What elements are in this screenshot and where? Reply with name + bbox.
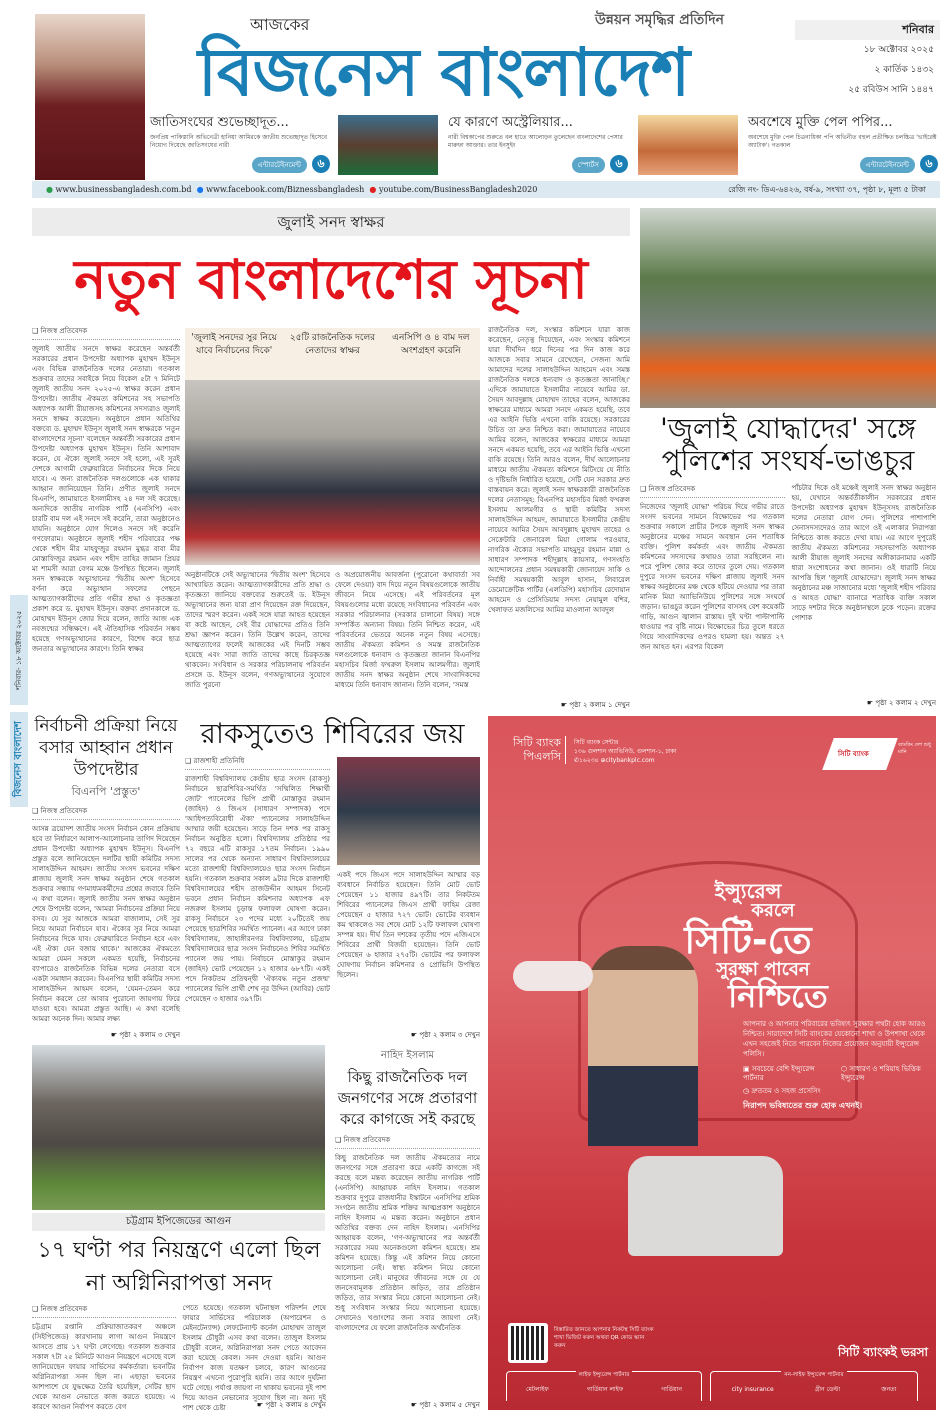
raksu-col-2 [337,870,480,1040]
nahid-story [335,1048,480,1410]
date-bn: ২ কার্তিক ১৪৩২ [874,65,934,75]
city-bank-logo-text: সিটি ব্যাংক [838,750,869,758]
teaser-title: জাতিসংঘের শুভেচ্ছাদূত... [150,115,289,130]
ad-cta: নিরাপদ ভবিষ্যতের শুরু হোক এখনই। [743,1101,863,1111]
nonlife-partners [710,1371,918,1401]
masthead-slogan: উন্নয়ন সমৃদ্ধির প্রতিদিন [595,12,724,28]
masthead-logo[interactable]: বিজনেস বাংলাদেশ [198,34,689,111]
clash-headline[interactable]: 'জুলাই যোদ্ধাদের' সঙ্গে পুলিশের সংঘর্ষ-ভাঙচুর [660,412,916,478]
teaser-text: অবশেষে মুক্তি পেল চিত্রনায়িকা পপি অভিনীত বহুল প্রতীক্ষিত চলচ্চিত্র 'ভাইরেক্ট অ্যাটাক'। গতকাল [748,134,937,149]
lead-col-4 [488,325,630,710]
date-box [795,20,940,100]
ad-feature: সবচেয়ে বেশি ইন্স্যুরেন্স পার্টনার [743,1065,815,1083]
ad-h5: নিশ্চিতে [728,976,828,1015]
election-subheadline: বিএনপি 'প্রস্তুত' [71,785,141,798]
ad-tagline: সিটি ব্যাংকই ভরসা [837,1345,928,1359]
partner-logo: মেটলাইফ [526,1386,549,1393]
clash-photo [640,208,936,408]
facebook-link[interactable]: www.facebook.com/Biznessbangladesh [206,185,365,194]
ad-address-2: ১৩৬ গুলশান অ্যাভিনিউ, গুলশান-১, ঢাকা [574,748,677,755]
lead-kicker: জুলাই সনদ স্বাক্ষর [32,208,630,236]
fire-headline[interactable]: ১৭ ঘণ্টা পর নিয়ন্ত্রণে এলো ছিল না অগ্নিনিরাপত্তা সনদ [37,1238,321,1296]
life-partners-label: লাইফ ইন্স্যুরেন্স পার্টনার [576,1371,633,1379]
partner-logo: গ্রীন ডেল্টা [814,1386,841,1393]
nahid-headline[interactable]: কিছু রাজনৈতিক দল জনগণের সঙ্গে প্রতারণা করে কাগজে সই করছে [337,1068,478,1128]
date-en: ১৮ অক্টোবর ২০২৫ [863,45,934,55]
byline: ❑ রাজশাহী প্রতিনিধি [185,755,330,770]
teaser-section: স্পোর্টস [572,157,605,173]
ad-site[interactable]: citybankplc.com [605,757,655,764]
side-date-text: শনিবার- ১৮ অক্টোবর ২০২৫ [15,610,23,690]
caption: 'জুলাই সনদের সুর নিয়ে যাবে নির্বাচনের দিকে' [191,333,277,356]
logo-tagline: ব্যাংকিং দেশ শুধু মানি [898,742,931,755]
youtube-link[interactable]: youtube.com/BusinessBangladesh2020 [378,185,538,194]
side-logo-text: বিজনেস বাংলাদেশ [13,721,24,798]
lead-captions [185,328,480,380]
partner-logo: city insurance [731,1386,774,1393]
masthead-model-photo [35,14,145,180]
jump-link[interactable]: ☛ পৃষ্ঠা ২ কলাম ৩ দেখুন [410,1031,480,1039]
ad-features [743,1065,933,1111]
caption: এনসিপি ও ৪ বাম দল অংশগ্রহণ করেনি [392,333,470,356]
ad-address [574,738,754,765]
youtube-icon: ● [369,185,377,194]
clash-col-2 [792,483,937,708]
ad-hotline: ১৬২৩৪ [579,757,599,764]
teaser-2-photo [338,115,438,175]
partner-icon: ▣ [743,1065,750,1074]
jump-link[interactable]: ☛ পৃষ্ঠা ২ কলাম ৪ দেখুন [256,1401,326,1409]
info-strip [32,181,940,198]
article-text: জুলাই জাতীয় সনদে স্বাক্ষর করেছেন অন্তর্বর্তী সরকারের প্রধান উপদেষ্টা অধ্যাপক মুহাম্মদ ইউনূস এবং বিভিন্ন রাজনৈতিক দলের নেতারা। গতকাল শুক্রবার তাদের সবাইকে নিয়ে বিকেল ৫টা ৭ মিনিটে জুলাই জাতীয় সনদ ২০২৫-এ স্বাক্ষর করেন প্রধান উপদেষ্টা। জাতীয় ঐকমত্য কমিশনের সহ সভাপতি অধ্যাপক আলী রীয়াজসহ কমিশনের সদস্যরাও জুলাই সনদে স্বাক্ষর করেছেন। অনুষ্ঠানে প্রধান অতিথির বক্তব্যে ড. মুহাম্মদ ইউনূস জুলাই সনদ স্বাক্ষরকে 'নতুন বাংলাদেশের সূচনা' বলেছেন অন্তর্বর্তী সরকারের প্রধান উপদেষ্টা অধ্যাপক মুহাম্মদ ইউনূস। তিনি আশাবাদ করেন, যে ঐক্যে জুলাই সনদে সই হলো, এই সুরই দেশকে আগামী ফেব্রুয়ারিতে নির্বাচনের দিকে নিয়ে যাবে। এ জন্য রাজনৈতিক দলগুলোকে এক থাকার আহ্বান জানিয়েছেন তিনি। প্রণীত জুলাই সনদে বিএনপি, জামায়াতে ইসলামীসহ ২৪ দল সই করেছে। অন্যদিকে জাতীয় নাগরিক পার্টি (এনসিপি) এবং চারটি বাম দল এই সনদে সই করেনি, তারা অনুষ্ঠানেও যায়নি। অনুষ্ঠানে যোগ দিলেও সনদে সই করেনি গণফোরাম। অনুষ্ঠানে জুলাই শহীদ পরিবারের পক্ষ থেকে শহীদ মীর মাহফুজুর রহমান মুগ্ধর বাবা মীর মোস্তাফিজুর রহমান এবং শহীদ তাহির জামান প্রিয়র মা শামসী আরা বেগম মঞ্চে উপস্থিত ছিলেন। জুলাই সনদ স্বাক্ষরকে অভ্যুত্থানের 'দ্বিতীয় অংশ' হিসেবে বর্ণনা করে অভ্যুত্থান সফলের পেছনে আত্মত্যাগকারীদের প্রতি গভীর শ্রদ্ধা ও কৃতজ্ঞতা প্রকাশ করে ড. মুহাম্মদ ইউনূস। বক্তব্য প্রদানকালে ড. মোহাম্মদ ইউনূস জোর দিয়ে বলেন, জাতি আজ এক নবজন্মের সন্ধিক্ষণে। এই ঐতিহাসিক পরিবর্তন সম্ভব হয়েছে গণঅভ্যুত্থানের কারণে, বিশেষ করে ছাত্র জনতার অভ্যুত্থানের কারণে। তিনি স্বাক্ষর [32,345,180,653]
article-text: অনুষ্ঠানটিকে সেই অভ্যুত্থানের 'দ্বিতীয় অংশ' হিসেবে আখ্যায়িত করেন। আত্মত্যাগকারীদের প্রতি শ্রদ্ধা ও কৃতজ্ঞতা জানিয়ে বক্তব্যের শুরুতেই ড. ইউনূস অভ্যুত্থানের জন্য যারা প্রাণ দিয়েছেন রক্ত দিয়েছেন, তাদের স্মরণ করেন। একই সঙ্গে যারা আহত হয়েছেন বা কষ্টে আছেন, সেই বীর যোদ্ধাদের প্রতিও তিনি শ্রদ্ধা জ্ঞাপন করেন। তিনি উল্লেখ করেন, তাদের আত্মত্যাগের ফলেই আজকের এই দিনটি সম্ভব হয়েছে এবং সারা জাতি তাদের কাছে চিরকৃতজ্ঞ থাকবেন। সংবিধান ও সরকার পরিচালনায় পরিবর্তন প্রসঙ্গে ড. ইউনূস বলেন, গণঅভ্যুত্থানের সুযোগে জাতি পুরনো [185,571,330,689]
teaser-text: জনপ্রিয় পাকিস্তানি অভিনেত্রী হানিয়া আমিরকে জাতীয় শুভেচ্ছাদূত হিসেবে নিয়োগ দিয়েছে জাতিসংঘের নারী [150,134,328,149]
page-number: ৬ [312,155,330,173]
election-story [32,715,180,1040]
partner-logo: গার্ডিয়ান [661,1386,682,1393]
ad-body: আপনার ও আপনার পরিবারের ভবিষ্যৎ সুরক্ষার পথটা হোক আরও নিশ্চিত। সারাদেশে সিটি ব্যাংকের যেকোনো শাখা ও উপশাখা থেকে এখন সহজেই নিতে পারবেন নিজের প্রয়োজন অনুযায়ী ইন্স্যুরেন্স পলিসি। [743,1020,926,1059]
nahid-kicker: নাহিদ ইসলাম [380,1050,435,1061]
teaser-text: নারী বিশ্বকাপের শুরুতে বল হাতে আলোড়ন তুলেছেন বাংলাদেশের পেসার মারুফা আক্তার। তার ইনসুইং [448,134,623,149]
teaser-1[interactable] [150,113,330,175]
ad-h4: সুরক্ষা পাবেন [716,958,810,980]
page-number: ৬ [610,155,628,173]
raksu-col-1 [185,755,330,1040]
clash-story [640,413,936,708]
clash-col-1 [640,483,785,708]
ad-headline [648,881,848,1013]
election-headline[interactable]: নির্বাচনী প্রক্রিয়া নিয়ে বসার আহ্বান প্রধান উপদেষ্টার [34,716,178,780]
ad-copy [648,881,933,1111]
ad-feature: সাধারণ ও শরিয়াহ ভিত্তিক ইন্স্যুরেন্স [841,1065,921,1083]
fire-col-2 [183,1303,327,1410]
caption: ২৫টি রাজনৈতিক দলের নেতাদের স্বাক্ষর [289,333,376,356]
nonlife-partners-label: নন-লাইফ ইন্স্যুরেন্স পার্টনার [781,1371,846,1379]
fire-kicker: চট্টগ্রাম ইপিজেডের আগুন [32,1213,325,1231]
ad-brand: সিটি ব্যাংক পিএলসি [502,736,566,764]
jump-link[interactable]: ☛ পৃষ্ঠা ২ কলাম ২ দেখুন [866,699,936,707]
lead-col-1 [32,325,180,710]
masthead-prefix: আজকের [250,15,310,34]
city-bank-ad[interactable] [488,716,936,1410]
teaser-2[interactable] [448,113,628,175]
page-number: ৬ [920,155,938,173]
ad-feature: দ্রুততম ও সহজ প্রসেসিং [751,1087,821,1096]
registration-info: রেজি নং- ডিএ-৬৪২৬, বর্ষ-৯, সংখ্যা ৩৭, পৃষ্ঠা ৮, মূল্য ৫ টাকা [728,185,926,194]
facebook-icon: ● [196,185,204,194]
web-icon: ● [46,185,53,194]
raksu-headline[interactable]: রাকসুতেও শিবিরের জয় [200,717,465,750]
lead-headline[interactable]: নতুন বাংলাদেশের সূচনা [74,248,588,311]
byline: ❑ নিজস্ব প্রতিবেদক [32,1303,176,1318]
ad-cloud [513,961,593,991]
day: শনিবার [795,20,940,40]
teaser-title: অবশেষে মুক্তি পেল পপির... [748,115,893,130]
article-text: পাঁচটার দিকে ওই মঞ্চেই জুলাই সনদ স্বাক্ষর অনুষ্ঠান হয়, যেখানে অন্তর্বর্তীকালীন সরকারের প্রধান উপদেষ্টা অধ্যাপক মুহাম্মদ ইউনূসসহ রাজনৈতিক দলের নেতারা যোগ দেন। পুলিশের পাশাপাশি সেনাসদস্যদেরও তার আগে ওই এলাকার নিরাপত্তা নিশ্চিতে কাজ করতে দেখা যায়। এর আগে দুপুরেই জাতীয় ঐকমত্য কমিশনের সহসভাপতি অধ্যাপক আলী রীয়াজ জুলাই সনদের অঙ্গীকারনামার একটি ধারা সংশোধনের কথা জানান। ওই ধারাটি নিয়ে আপত্তি ছিল 'জুলাই যোদ্ধাদের'। জুলাই সনদ স্বাক্ষর অনুষ্ঠানের মঞ্চ সাজানোর মধ্যে 'জুলাই শহীদ পরিবার ও আহত যোদ্ধা' ব্যানারে শতাধিক ব্যক্তি সকাল সাড়ে দশটার দিকে অনুষ্ঠানস্থলে ঢুকে পড়েন। রক্তের পোশাক [791,484,936,623]
clock-icon: ◷ [743,1087,750,1096]
article-text: ও অপ্রয়োজনীয় আবর্জনা (পুরোনো কথাবার্তা সব ফেলে দেওয়া) বাদ দিয়ে নতুন বিষয়গুলোকে জাতীয় জীবনে নিয়ে এসেছে। এই পরিবর্তনের মূল বিষয়গুলোর মধ্যে রয়েছে সংবিধানের পরিবর্তন এবং সরকার পরিচালনার (সরকার চালানো বিষয়) সঙ্গে সম্পর্কিত অন্যান্য বিষয়। তিনি নিশ্চিত করেন, এই পরিবর্তনের ভেতরে অনেক নতুন বিষয় এসেছে। জাতীয় ঐকমত্য কমিশন ও সমস্ত রাজনৈতিক দলগুলোকে ধন্যবাদ ও কৃতজ্ঞতা জানান বিএনপির মহাসচিব মির্জা ফখরুল ইসলাম আলমগীর। জুলাই জাতীয় সনদ স্বাক্ষর অনুষ্ঠান শেষে সাংবাদিকদের মাধ্যমে তিনি ধন্যবাদ জানান। তিনি বলেন, 'সমস্ত [335,571,480,689]
article-text: রাজশাহী বিশ্ববিদ্যালয় কেন্দ্রীয় ছাত্র সংসদ (রাকসু) নির্বাচনে ছাত্রশিবির-সমর্থিত 'সম্মিলিত শিক্ষার্থী জোট' প্যানেলের ভিপি প্রার্থী মোস্তাকুর রহমান (জাহিদ) ও জিএস (সাধারণ সম্পাদক) পদে 'আধিপত্যবিরোধী ঐক্য' প্যানেলের সালাহউদ্দিন আম্মার জয়ী হয়েছেন। সাড়ে তিন দশক পর রাকসু নির্বাচন অনুষ্ঠিত হলো। বিশ্ববিদ্যালয় প্রতিষ্ঠার পর ৭২ বছরে এটি রাকসুর ১৭তম নির্বাচন। ১৯৯০ সালের পর থেকে অন্যান্য সাধারণ বিশ্ববিদ্যালয়ের মতো রাজশাহী বিশ্ববিদ্যালয়েও ছাত্র সংসদ নির্বাচন হয়নি। গতকাল শুক্রবার সকাল ৯টার দিকে রাজশাহী বিশ্ববিদ্যালয়ের শহীদ তাজউদ্দীন আহমদ সিনেট ভবনে প্রধান নির্বাচন কমিশনার অধ্যাপক এফ নজরুল ইসলাম চূড়ান্ত ফলাফল ঘোষণা করেন। রাকসু নির্বাচনে ২৩ পদের মধ্যে ২০টিতেই জয় পেয়েছে ছাত্রশিবির সমর্থিত প্যানেল। এর আগে ঢাকা বিশ্ববিদ্যালয়, জাহাঙ্গীরনগর বিশ্ববিদ্যালয়, চট্টগ্রাম বিশ্ববিদ্যালয়ের ছাত্র সংসদ নির্বাচনেও শিবির সমর্থিত প্যানেল জয় পায়। নির্বাচনে মোস্তাকুর রহমান (জাহিদ) ভোট পেয়েছেন ১২ হাজার ৬৮৭টি। একই পদে নিকটতম প্রতিদ্বন্দ্বী 'ঐক্যবদ্ধ নতুন প্রজন্ম' প্যানেলের ভিপি প্রার্থী শেখ নূর উদ্দিন (আবির) ভোট পেয়েছেন ৩ হাজার ৩৯৭টি। [185,775,330,1003]
article-text: আসন্ন ত্রয়োদশ জাতীয় সংসদ নির্বাচন কোন প্রক্রিয়ায় হবে তা নির্ধারণে আলাপ-আলোচনার তাগিদ দিয়েছেন প্রধান উপদেষ্টা অধ্যাপক মুহাম্মদ ইউনূস। বিএনপি প্রস্তুত বলে জানিয়েছেন দলটির স্থায়ী কমিটির সদস্য সালাহউদ্দিন আহমদ। জাতীয় সংসদ ভবনের দক্ষিণ প্লাজায় জুলাই সনদ স্বাক্ষর অনুষ্ঠান শেষে গতকাল শুক্রবার সন্ধ্যায় গণমাধ্যমকর্মীদের প্রশ্নের জবাবে তিনি এ কথা বলেন। জুলাই জাতীয় সনদ স্বাক্ষর অনুষ্ঠান শেষে উপদেষ্টা বলেন, 'আমরা নির্বাচনের প্রক্রিয়া নিয়ে বসব। যে সুর আজকে আমরা বাজালাম, সেই সুর নিয়ে আমরা নির্বাচনে যাব। ঐক্যের সুর নিয়ে আমরা নির্বাচনের দিকে যাব। ফেব্রুয়ারিতে নির্বাচন হবে এবং এই ঐক্য যেন বজায় থাকে।' আজকের ঐকমত্যে আমরা যেমন সকলে একমত হয়েছি, নির্বাচনের ব্যাপারেও রাজনৈতিক বিভিন্ন দলের নেতারা বসে একটা সমাধান করবেন। বিএনপির স্থায়ী কমিটির সদস্য সালাহউদ্দিন আহমদ বলেন, 'যেমন-তেমন করে নির্বাচন করলে তো আবার পুরোনো জায়গায় ফিরে যাওয়া হবে। আমরা প্রস্তুত আছি। এ কথা বলেছি আমরা অনেক দিন। আমার লক্ষ্য [32,825,180,1023]
article-text: একই পদে জিএস পদে সালাহউদ্দিন আম্মার বড় ব্যবধানে নির্বাচিত হয়েছেন। তিনি মোট ভোট পেয়েছেন ১১ হাজার ৪৯৭টি। তার নিকটতম শিবিরের প্যানেলের জিএস প্রার্থী ফাহিম রেজা পেয়েছেন ৫ হাজার ৭২৭ ভোট। ভোটের ব্যবধান কম থাকলেও সব শেষে মোট ১২টি ফলাফল ঘোষণা সম্পন্ন হয়। দীর্ঘ তিন দশকের তৃতীয় পদে এজিএসে শিবিরের প্রার্থী বিজয়ী হয়েছেন। তিনি ভোট পেয়েছেন ৬ হাজার ২৭৫টি। ভোটের পর ফলাফল ঘোষণায় নির্বাচন কমিশনার ও প্রোভিসি উপস্থিত ছিলেন। [337,871,480,979]
article-text: রাজনৈতিক দল, সংস্কার কমিশনে যারা কাজ করেছেন, নেতৃত্ব দিয়েছেন, এবং সংস্কার কমিশনে যারা দীর্ঘদিন ধরে দিনের পর দিন কাজ করে আজকে সবার সামনে রেখেছেন, সেজন্য আমি আমাদের দলের সালাহউদ্দিন আহমেদ এবং সমস্ত রাজনৈতিক দলকে ধন্যবাদ ও কৃতজ্ঞতা জানাচ্ছি।' এদিকে জামায়াতে ইসলামীর নায়েবে আমির ডা. সৈয়দ আবদুল্লাহ মোহাম্মদ তাহের বলেন, আজকের স্বাক্ষরের মাধ্যমে আমরা সনদে একমত হয়েছি, তবে এর আইনি ভিত্তি এখনো বাকি রয়েছে। সরকারের উচিত তা দ্রুত নিশ্চিত করা। জামায়াতের নায়েবে আমির বলেন, আজকের স্বাক্ষরের মাধ্যমে আমরা সনদে একমত হয়েছি, তবে এর আইনি ভিত্তি এখনো বাকি রয়েছে। তিনি আরও বলেন, দীর্ঘ আলোচনার মাধ্যমে জাতীয় ঐকমত্য কমিশনে মিটিংয়ে যে নীতি ও দৃষ্টিভঙ্গি নির্ধারিত হয়েছে, সেটি যেন সরকার দ্রুত বাস্তবায়ন করে। জুলাই সনদ স্বাক্ষরকারী রাজনৈতিক দলের নেতাসমূহ: বিএনপির মহাসচিব মির্জা ফখরুল ইসলাম আলমগীর ও স্থায়ী কমিটির সদস্য সালাহউদ্দিন আহমদ, জামায়াতে ইসলামীর কেন্দ্রীয় নায়েবে আমির সৈয়দ আবদুল্লাহ মুহাম্মদ তাহের ও সেক্রেটারি জেনারেল মিয়া গোলাম পরওয়ার, নাগরিক ঐক্যের সভাপতি মাহমুদুর রহমান মান্না ও সাধারণ সম্পাদক শহীদুল্লাহ কায়সার, গণসংহতি আন্দোলনের প্রধান সমন্বয়কারী জোনায়েদ সাকি ও নির্বাহী সমন্বয়কারী আবুল হাসান, লিবারেল ডেমোক্রেটিক পার্টির (এলডিপি) মহাসচিব রেদোয়ান আহমেদ ও প্রেসিডিয়াম সদস্য নেয়ামুল বশির, খেলাফত মজলিসের আমির মাওলানা আবদুল [488,326,630,614]
ad-h2: করলে [751,900,795,921]
byline: ❑ নিজস্ব প্রতিবেদক [335,1134,480,1149]
jump-link[interactable]: ☛ পৃষ্ঠা ২ কলাম ১ দেখুন [560,701,630,709]
article-text: কিছু রাজনৈতিক দল জাতীয় ঐকমত্যের নামে জনগণের সঙ্গে প্রতারণা করে একটি কাগজে সই করছে বলে মন্তব্য করেছেন জাতীয় নাগরিক পার্টি (এনসিপি) আহ্বায়ক নাহিদ ইসলাম। গতকাল শুক্রবার দুপুরে রাজধানীর ইস্কাটনে এনসিপির শ্রমিক সংগঠন জাতীয় শ্রমিক শক্তির আত্মপ্রকাশ অনুষ্ঠানে নাহিদ ইসলাম এ মন্তব্য করেন। অনুষ্ঠানে প্রধান অতিথির বক্তব্য দেন নাহিদ ইসলাম। এনসিপির আহ্বায়ক বলেন, 'গণ-অভ্যুত্থানের পর অন্তর্বর্তী সরকারের সময় অনেকগুলো কমিশন হয়েছে। শ্রম কমিশন হয়েছে। কিন্তু এই কমিশন নিয়ে কোনো আলোচনা নেই। স্বাস্থ্য কমিশন নিয়ে কোনো আলোচনা নেই। মানুষের জীবনের সঙ্গে যে যে জনসেবামূলক প্রতিষ্ঠান জড়িত, তার প্রতিষ্ঠান জড়িত, তার সংস্কার নিয়ে কোনো আলোচনা নেই। শুধু সংবিধান সংস্কার নিয়ে আলোচনা হয়েছে। সেখানেও খণ্ডাংশের জন্য সবার জায়গা নেই। বাংলাদেশের যে ফলো রাজনৈতিক অর্থনৈতিক [335,1154,480,1332]
side-date [10,595,28,705]
fire-story [32,1234,326,1410]
shield-icon: ⬡ [841,1065,848,1074]
ad-armchair [628,1156,783,1256]
ad-address-1: সিটি ব্যাংক সেন্টার [574,739,619,746]
teaser-section: এন্টারটেইনমেন্ট [860,157,915,173]
teaser-3[interactable] [748,113,938,175]
life-partners [506,1371,702,1401]
article-text: পেতে হয়েছে। গতকাল ঘটনাস্থল পরিদর্শন শেষে ফায়ার সার্ভিসের পরিচালক (অপারেশন ও মেইনটেন্যান্স) লেফটেন্যান্ট কর্নেল মোহাম্মদ তাজুল ইসলাম চৌধুরী এসব কথা বলেন। তাজুল ইসলাম চৌধুরী বলেন, অগ্নিনিরাপত্তা সনদ পেতে আবেদন করা হয়েছে কেবল। সনদ দেওয়া হয়নি। আগুন নির্বাপণ কাজ যতক্ষণ চলবে, কারণ আগুনের নিয়ন্ত্রণ এখনো পুরোপুরি হয়নি। তার আগে দুর্ঘটনা ঘটে গেছে। পর্যাপ্ত জায়গা না থাকায় ভবনের দুই পাশ দিয়ে আগুন নেভানোর সুযোগ ছিল না। অন্য দুই পাশ থেকে চেষ্টা [182,1304,326,1412]
qr-code-icon[interactable] [508,1323,548,1363]
raksu-photo [337,757,480,865]
lead-photo [185,380,480,565]
ad-h3: সিটি-তে [684,917,812,962]
article-text: চট্টগ্রাম রপ্তানি প্রক্রিয়াজাতকরণ অঞ্চলে (সিইপিজেড) কারখানায় লাগা আগুন নিয়ন্ত্রণে আসতে প্রায় ১৭ ঘণ্টা লেগেছে। গতকাল শুক্রবার সকাল ৭টা ২৫ মিনিটে আগুন নিয়ন্ত্রণে এসেছে বলে জানিয়েছেন ফায়ার সার্ভিসের কর্মকর্তারা। ভবনটির অগ্নিনিরাপত্তা সনদ ছিল না। এছাড়া ভবনের আশপাশে যে যুদ্ধক্ষেত্র তৈরি হয়েছিল, সেটির ছাদ থেকে আগুন নেভাতে কাজ করতে হয়েছে। এ কারণে আগুন নির্বাপণ করতে বেগ [32,1323,176,1411]
globe-icon: ⊕ [600,757,606,764]
qr-text: বিস্তারিত জানতে আপনার নিকটস্থ সিটি ব্যাংক শাখা ভিজিট করুন অথবা QR কোড স্ক্যান করুন [554,1327,654,1349]
fire-photo [32,1045,325,1210]
teaser-3-photo [638,115,738,175]
ad-h1: ইন্স্যুরেন্স [714,879,782,903]
jump-link[interactable]: ☛ পৃষ্ঠা ২ কলাম ৫ দেখুন [410,1401,480,1409]
date-hijri: ২৫ রবিউস সানি ১৪৪৭ [848,85,934,95]
byline: ❑ নিজস্ব প্রতিবেদক [640,483,785,498]
fire-col-1 [32,1303,176,1410]
phone-icon: ✆ [574,757,580,764]
teaser-section: এন্টারটেইনমেন্ট [252,157,307,173]
website-link[interactable]: www.businessbangladesh.com.bd [55,185,192,194]
teaser-title: যে কারণে অস্ট্রেলিয়ার... [448,115,573,130]
byline: ❑ নিজস্ব প্রতিবেদক [32,805,180,820]
article-text: নিজেদের 'জুলাই যোদ্ধা' পরিচয় দিয়ে গভীর রাতে সংসদ ভবনের সামনে বিক্ষোভের পর গতকাল শুক্রবার সকালে প্রাচীর টপকে জুলাই সনদ স্বাক্ষর অনুষ্ঠানের মঞ্চের সামনে অবস্থান নেন শতাধিক ব্যক্তি। পুলিশ কর্মকর্তা এবং জাতীয় ঐকমত্য কমিশনের সদস্যদের কথায়ও তারা সরছিলেন না। পরে পুলিশ জোর করে তাদের তুলে দেয়। গতকাল দুপুরে সংসদ ভবনের দক্ষিণ প্লাজায় জুলাই সনদ স্বাক্ষর অনুষ্ঠানের মঞ্চ থেকে হটিয়ে দেওয়ার পর তারা মানিক মিয়া অ্যাভিনিউয়ে পুলিশের সঙ্গে সংঘর্ষে জড়ান। ভাঙচুর করেন পুলিশের বাসসহ বেশ কয়েকটি গাড়ি, আগুন জ্বালান রাস্তায়। দুই ঘণ্টা পাল্টাপাল্টি ধাওয়ার পর বৃষ্টি নামে। বিক্ষোভের চিত্র তুলে ধরতে গিয়ে সাংবাদিকদের ওপরও হামলা হয়। অন্তত ২৭ জন আহত হন। এরপর বিকেল [640,503,785,652]
partner-logo: গার্ডিয়ান লাইফ [586,1386,624,1393]
side-logo [10,712,28,807]
jump-link[interactable]: ☛ পৃষ্ঠা ২ কলাম ৩ দেখুন [110,1031,180,1039]
partner-logo: জনতা [881,1386,897,1393]
byline: ❑ নিজস্ব প্রতিবেদক [32,325,180,340]
